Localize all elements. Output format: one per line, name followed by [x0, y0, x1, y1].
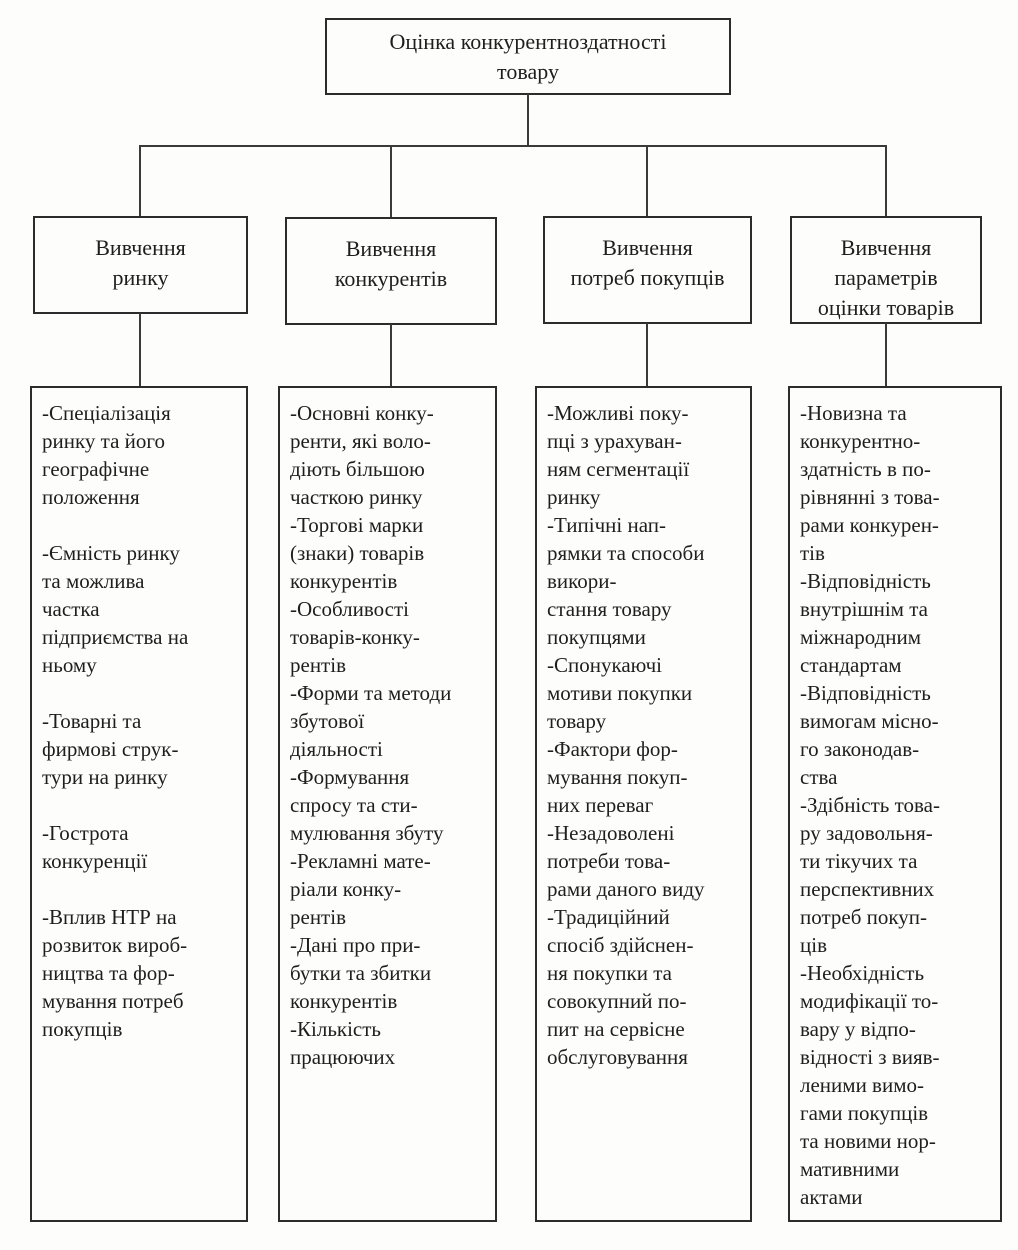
connector-drop-buyer-needs: [646, 145, 648, 217]
detail-text-line: [42, 679, 240, 707]
detail-text-line: -Відповідність: [800, 569, 931, 593]
connector-drop-market: [139, 145, 141, 217]
detail-text-line: -Форми та методи: [290, 681, 452, 705]
detail-text-line: -Ємність ринку: [42, 541, 180, 565]
detail-text-line: леними вимо-: [800, 1073, 924, 1097]
detail-text-line: конкурентів: [290, 569, 398, 593]
detail-text-line: внутрішнім та: [800, 597, 928, 621]
detail-text-line: ництва та фор-: [42, 961, 175, 985]
detail-text-line: модифікації то-: [800, 989, 939, 1013]
detail-text-line: ства: [800, 765, 838, 789]
detail-text-line: викори-: [547, 569, 617, 593]
branch-title-line: конкурентів: [334, 266, 448, 291]
detail-text-line: збутової: [290, 709, 365, 733]
detail-text-line: конкурентно-: [800, 429, 921, 453]
detail-text-line: -Необхідність: [800, 961, 925, 985]
detail-text-line: працюючих: [290, 1045, 396, 1069]
detail-text-line: -Гострота: [42, 821, 129, 845]
root-box: [325, 18, 731, 95]
detail-text-line: ців: [800, 933, 827, 957]
detail-text-line: та новими нор-: [800, 1129, 936, 1153]
detail-text-line: -Можливі поку-: [547, 401, 689, 425]
branch-title-line: Вивчення: [840, 235, 932, 260]
branch-box-market: [33, 216, 248, 314]
root-box-text-line: Оцінка конкурентноздатності: [389, 29, 667, 54]
detail-box-parameters: [788, 386, 1002, 1222]
detail-text-line: -Торгові марки: [290, 513, 424, 537]
detail-box-buyer-needs: [535, 386, 752, 1222]
detail-text-line: вимогам місно-: [800, 709, 939, 733]
connector-root-trunk: [527, 94, 529, 146]
detail-text-line: -Новизна та: [800, 401, 907, 425]
detail-text-line: рентів: [290, 653, 346, 677]
detail-text-line: ня покупки та: [547, 961, 672, 985]
detail-box-market: [30, 386, 248, 1222]
branch-box-buyer-needs: [543, 216, 752, 324]
detail-text-line: мулювання збуту: [290, 821, 444, 845]
detail-text-line: конкуренції: [42, 849, 148, 873]
detail-text-line: фирмові струк-: [42, 737, 179, 761]
detail-text-line: [42, 875, 240, 903]
detail-text-line: спросу та сти-: [290, 793, 418, 817]
detail-box-competitors: [278, 386, 497, 1222]
detail-text-line: географічне: [42, 457, 150, 481]
detail-text-line: ринку та його: [42, 429, 165, 453]
connector-mid-competitors: [390, 324, 392, 387]
detail-text-line: [42, 791, 240, 819]
detail-text-line: ринку: [547, 485, 601, 509]
detail-text-line: стандартам: [800, 653, 902, 677]
branch-box-parameters: [790, 216, 982, 324]
detail-text-line: потреб покуп-: [800, 905, 928, 929]
detail-text-line: ру задовольня-: [800, 821, 933, 845]
detail-text-line: рами даного виду: [547, 877, 705, 901]
detail-text-line: рівнянні з това-: [800, 485, 940, 509]
detail-text-line: товару: [547, 709, 607, 733]
detail-text-line: го законодав-: [800, 737, 920, 761]
detail-text-line: -Типічні нап-: [547, 513, 667, 537]
detail-text-line: обслуговування: [547, 1045, 688, 1069]
detail-text-line: та можлива: [42, 569, 145, 593]
detail-text-line: -Спонукаючі: [547, 653, 662, 677]
branch-title-line: Вивчення: [602, 235, 693, 260]
detail-text-line: міжнародним: [800, 625, 922, 649]
detail-text-line: підприємства на: [42, 625, 189, 649]
detail-text-line: -Основні конку-: [290, 401, 434, 425]
detail-text-line: -Особливості: [290, 597, 409, 621]
detail-text-line: рямки та способи: [547, 541, 705, 565]
detail-text-line: рами конкурен-: [800, 513, 939, 537]
detail-text-line: вару у відпо-: [800, 1017, 916, 1041]
detail-text-line: відності з вияв-: [800, 1045, 940, 1069]
detail-text-line: мування потреб: [42, 989, 184, 1013]
detail-text-line: -Фактори фор-: [547, 737, 678, 761]
detail-text-line: товарів-конку-: [290, 625, 420, 649]
detail-text-line: (знаки) товарів: [290, 541, 425, 565]
detail-text-line: мативними: [800, 1157, 900, 1181]
connector-mid-market: [139, 313, 141, 387]
detail-text-line: тів: [800, 541, 825, 565]
branch-title-line: оцінки товарів: [817, 295, 955, 320]
detail-text-line: пці з урахуван-: [547, 429, 682, 453]
connector-mid-parameters: [885, 323, 887, 387]
detail-text-line: ти тікучих та: [800, 849, 918, 873]
detail-text-line: -Спеціалізація: [42, 401, 171, 425]
detail-text-line: -Здібність това-: [800, 793, 940, 817]
branch-title-line: Вивчення: [95, 235, 186, 260]
detail-text-line: рентів: [290, 905, 346, 929]
detail-text-line: гами покупців: [800, 1101, 929, 1125]
connector-mid-buyer-needs: [646, 323, 648, 387]
connector-drop-competitors: [390, 145, 392, 218]
detail-text-line: -Дані про при-: [290, 933, 421, 957]
detail-text-line: положення: [42, 485, 140, 509]
detail-text-line: [42, 511, 240, 539]
detail-text-line: -Рекламні мате-: [290, 849, 431, 873]
detail-text-line: -Традиційний: [547, 905, 670, 929]
detail-text-line: ньому: [42, 653, 97, 677]
detail-text-line: -Відповідність: [800, 681, 931, 705]
detail-text-line: частка: [42, 597, 100, 621]
branch-title-line: Вивчення: [345, 236, 437, 261]
detail-text-line: пит на сервісне: [547, 1017, 685, 1041]
root-box-text-line: товару: [497, 59, 559, 84]
branch-box-competitors: [285, 217, 497, 325]
detail-text-line: здатність в по-: [800, 457, 931, 481]
detail-text-line: ренти, які воло-: [290, 429, 431, 453]
detail-text-line: них переваг: [547, 793, 654, 817]
detail-text-line: діяльності: [290, 737, 383, 761]
detail-text-line: покупцями: [547, 625, 646, 649]
detail-text-line: перспективних: [800, 877, 935, 901]
detail-text-line: ням сегментації: [547, 457, 690, 481]
detail-text-line: часткою ринку: [290, 485, 423, 509]
branch-title-line: ринку: [112, 265, 169, 290]
detail-text-line: спосіб здійснен-: [547, 933, 694, 957]
detail-text-line: розвиток вироб-: [42, 933, 188, 957]
detail-text-line: конкурентів: [290, 989, 398, 1013]
detail-text-line: тури на ринку: [42, 765, 168, 789]
detail-text-line: потреби това-: [547, 849, 671, 873]
detail-text-line: покупців: [42, 1017, 123, 1041]
detail-text-line: ріали конку-: [290, 877, 402, 901]
branch-title-line: потреб покупців: [570, 265, 725, 290]
detail-text-line: актами: [800, 1185, 863, 1209]
detail-text-line: діють більшою: [290, 457, 425, 481]
detail-text-line: -Формування: [290, 765, 410, 789]
connector-horizontal-bus: [139, 145, 887, 147]
detail-text-line: стання товару: [547, 597, 672, 621]
detail-text-line: мування покуп-: [547, 765, 688, 789]
branch-title-line: параметрів: [834, 265, 938, 290]
detail-text-line: бутки та збитки: [290, 961, 432, 985]
detail-text-line: -Товарні та: [42, 709, 142, 733]
detail-text-line: -Вплив НТР на: [42, 905, 177, 929]
detail-text-line: совокупний по-: [547, 989, 687, 1013]
detail-text-line: -Кількість: [290, 1017, 382, 1041]
connector-drop-parameters: [885, 145, 887, 217]
detail-text-line: -Незадоволені: [547, 821, 675, 845]
detail-text-line: мотиви покупки: [547, 681, 693, 705]
